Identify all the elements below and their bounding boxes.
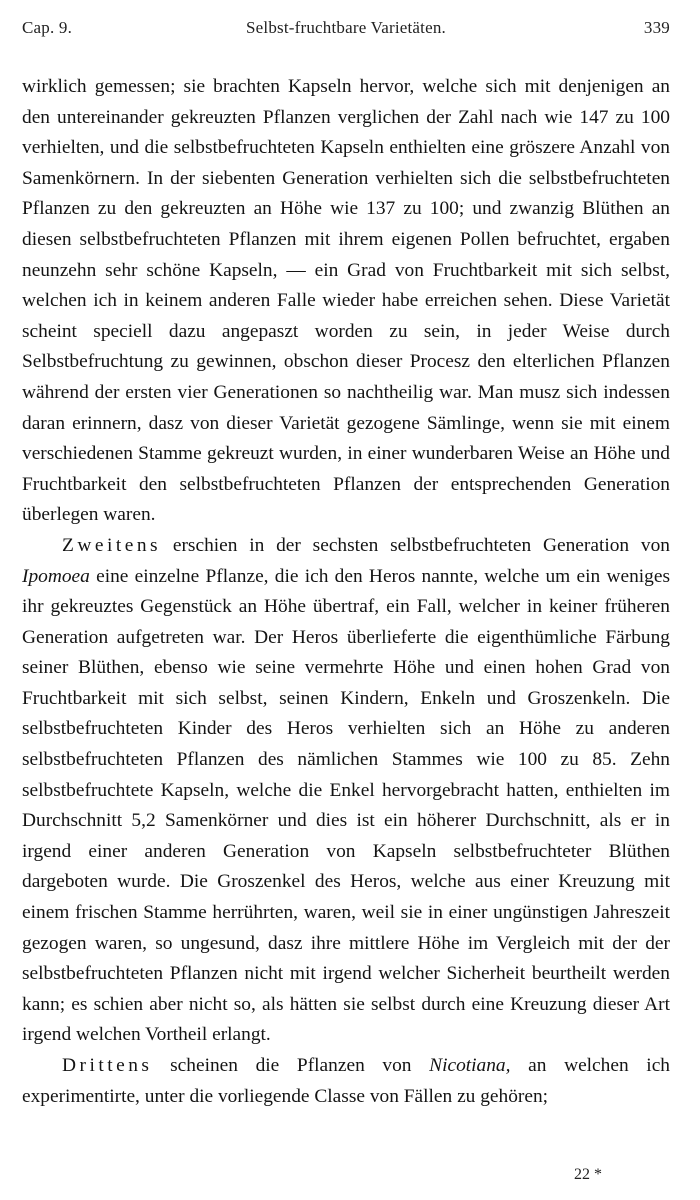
running-header <box>22 14 670 48</box>
page-number: 339 <box>643 18 670 37</box>
text-segment: scheinen die Pflanzen von <box>152 1055 430 1076</box>
text-segment: wirklich gemessen; sie brachten Kapseln hervor, welche sich mit denjenigen an den untereinander gekreuzten Pflanzen verglichen der Zahl nach wie 147 zu 100 verhielten, und die selbstbefruchteten Kapseln enthielten eine gröszere Anzahl von Samenkörnern. In der siebenten Generation verhielten sich die selbstbefruchteten Pflanzen zu den gekreuzten an Höhe wie 137 zu 100; und zwanzig Blüthen an diesen selbstbefruchteten Pflanzen mit ihrem eigenen Pollen befruchtet, ergaben neunzehn sehr schöne Kapseln, — ein Grad von Fruchtbarkeit mit sich selbst, welchen ich in keinem anderen Falle wieder habe erreichen sehen. Diese Varietät scheint speciell dazu angepaszt worden zu sein, in jeder Weise durch Selbstbefruchtung zu gewinnen, obschon dieser Procesz den elterlichen Pflanzen während der ersten vier Generationen so nachtheilig war. Man musz sich indessen daran erinnern, dasz von dieser Varietät gezogene Sämlinge, wenn sie mit einem verschiedenen Stamme gekreuzt wurden, in einer wunderbaren Weise an Höhe und Fruchtbarkeit den selbstbefruchteten Pflanzen der entsprechenden Generation überlegen waren. <box>22 76 670 526</box>
chapter-label: Cap. 9. <box>22 18 73 37</box>
signature-mark: 22 * <box>574 1166 602 1183</box>
italic-genus-name: Ipomoea <box>22 565 90 587</box>
body-text <box>22 72 670 1112</box>
paragraph-3 <box>22 1051 670 1112</box>
spaced-emphasis: Zweitens <box>62 534 162 556</box>
text-segment: eine einzelne Pflanze, die ich den Heros nannte, welche um ein weniges ihr gekreuztes Gegenstück an Höhe übertraf, ein Fall, welcher in keiner früheren Generation aufgetreten war. Der Heros überlieferte die eigenthümliche Färbung seiner Blüthen, ebenso wie seine vermehrte Höhe und einen hohen Grad von Fruchtbarkeit mit sich selbst, seinen Kindern, Enkeln und Groszenkeln. Die selbstbefruchteten Kinder des Heros verhielten sich an Höhe zu anderen selbstbefruchteten Pflanzen des nämlichen Stammes wie 100 zu 85. Zehn selbstbefruchtete Kapseln, welche die Enkel hervorgebracht hatten, enthielten im Durchschnitt 5,2 Samenkörner und dies ist ein höherer Durchschnitt, als er in irgend einer anderen Generation von Kapseln selbstbefruchteter Blüthen dargeboten wurde. Die Groszenkel des Heros, welche aus einer Kreuzung mit einem frischen Stamme herrührten, waren, weil sie in einer ungünstigen Jahreszeit gezogen waren, so ungesund, dasz ihre mittlere Höhe im Vergleich mit der der selbstbefruchteten Pflanzen nicht mit irgend welcher Sicherheit beurtheilt werden kann; es schien aber nicht so, als hätten sie selbst durch eine Kreuzung dieser Art irgend welchen Vortheil erlangt. <box>22 565 670 1046</box>
italic-genus-name: Nicotiana, <box>429 1055 511 1076</box>
text-segment: erschien in der sechsten selbstbefruchteten Generation von <box>161 534 670 556</box>
text-segment: an welchen ich experimentirte, unter die vorliegende Classe von Fällen zu gehören; <box>22 1055 670 1107</box>
running-title: Selbst-fruchtbare Varietäten. <box>246 18 446 37</box>
spaced-emphasis: Drittens <box>62 1055 153 1076</box>
paragraph-1 <box>22 72 670 531</box>
paragraph-2 <box>22 531 670 1051</box>
